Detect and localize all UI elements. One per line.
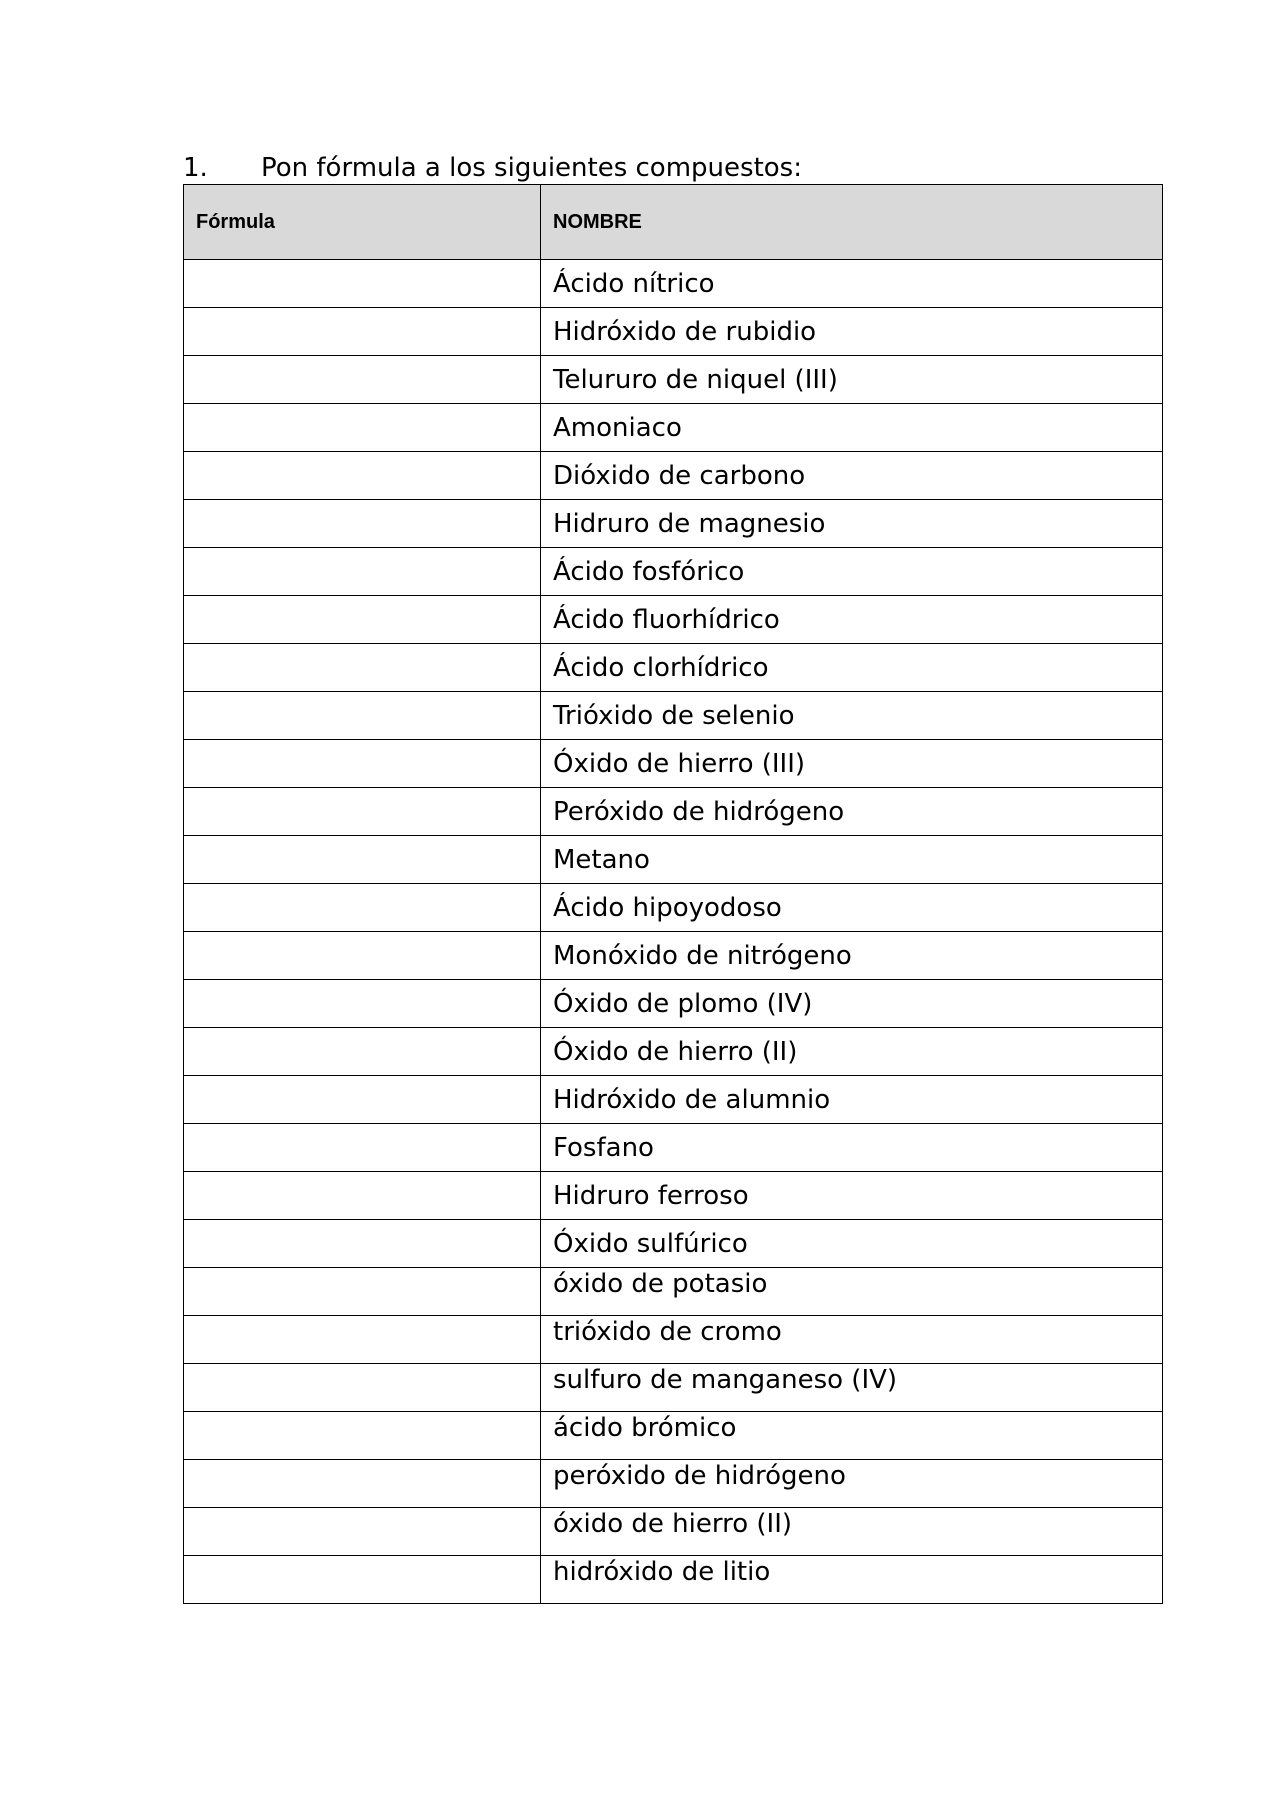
compound-name-cell: Fosfano xyxy=(541,1124,1163,1172)
formula-answer-cell[interactable] xyxy=(184,740,541,788)
formula-answer-cell[interactable] xyxy=(184,260,541,308)
compound-name-cell: ácido brómico xyxy=(541,1412,1163,1460)
formula-answer-cell[interactable] xyxy=(184,1508,541,1556)
formula-answer-cell[interactable] xyxy=(184,932,541,980)
compound-name-cell: Metano xyxy=(541,836,1163,884)
table-row xyxy=(184,1508,1163,1556)
compound-name-cell: Trióxido de selenio xyxy=(541,692,1163,740)
compound-name-cell: Monóxido de nitrógeno xyxy=(541,932,1163,980)
compound-name-cell: Ácido fluorhídrico xyxy=(541,596,1163,644)
exercise-number: 1. xyxy=(183,153,208,183)
formula-answer-cell[interactable] xyxy=(184,404,541,452)
compound-name-cell: Peróxido de hidrógeno xyxy=(541,788,1163,836)
exercise-instruction: Pon fórmula a los siguientes compuestos: xyxy=(261,153,802,183)
compound-name-cell: Dióxido de carbono xyxy=(541,452,1163,500)
compound-name-cell: Hidruro de magnesio xyxy=(541,500,1163,548)
table-row xyxy=(184,692,1163,740)
exercise-heading xyxy=(183,151,802,185)
table-row xyxy=(184,1028,1163,1076)
table-row xyxy=(184,980,1163,1028)
table-row xyxy=(184,1220,1163,1268)
formula-answer-cell[interactable] xyxy=(184,692,541,740)
table-row xyxy=(184,1556,1163,1604)
formula-answer-cell[interactable] xyxy=(184,1460,541,1508)
compounds-table xyxy=(183,184,1163,1604)
table-header-row xyxy=(184,185,1163,260)
formula-answer-cell[interactable] xyxy=(184,1172,541,1220)
formula-answer-cell[interactable] xyxy=(184,1556,541,1604)
table-row xyxy=(184,644,1163,692)
compound-name-cell: óxido de hierro (II) xyxy=(541,1508,1163,1556)
table-row xyxy=(184,1268,1163,1316)
table-row xyxy=(184,884,1163,932)
compound-name-cell: sulfuro de manganeso (IV) xyxy=(541,1364,1163,1412)
table-row xyxy=(184,836,1163,884)
formula-answer-cell[interactable] xyxy=(184,980,541,1028)
table-row xyxy=(184,1172,1163,1220)
compound-name-cell: Ácido fosfórico xyxy=(541,548,1163,596)
table-row xyxy=(184,404,1163,452)
table-row xyxy=(184,1460,1163,1508)
compound-name-cell: Óxido de hierro (II) xyxy=(541,1028,1163,1076)
table-row xyxy=(184,548,1163,596)
formula-answer-cell[interactable] xyxy=(184,596,541,644)
table-row xyxy=(184,1364,1163,1412)
compound-name-cell: hidróxido de litio xyxy=(541,1556,1163,1604)
formula-answer-cell[interactable] xyxy=(184,548,541,596)
formula-answer-cell[interactable] xyxy=(184,452,541,500)
compound-name-cell: Óxido de plomo (IV) xyxy=(541,980,1163,1028)
table-body xyxy=(184,260,1163,1604)
table-row xyxy=(184,1076,1163,1124)
table-row xyxy=(184,1124,1163,1172)
table-row xyxy=(184,740,1163,788)
formula-answer-cell[interactable] xyxy=(184,308,541,356)
compound-name-cell: Hidruro ferroso xyxy=(541,1172,1163,1220)
formula-answer-cell[interactable] xyxy=(184,356,541,404)
formula-answer-cell[interactable] xyxy=(184,1076,541,1124)
compound-name-cell: Hidróxido de rubidio xyxy=(541,308,1163,356)
formula-answer-cell[interactable] xyxy=(184,836,541,884)
formula-answer-cell[interactable] xyxy=(184,1364,541,1412)
name-column-header: NOMBRE xyxy=(541,185,1163,260)
formula-answer-cell[interactable] xyxy=(184,788,541,836)
table-row xyxy=(184,788,1163,836)
compound-name-cell: Óxido de hierro (III) xyxy=(541,740,1163,788)
compound-name-cell: trióxido de cromo xyxy=(541,1316,1163,1364)
table-row xyxy=(184,356,1163,404)
table-row xyxy=(184,1316,1163,1364)
compound-name-cell: Amoniaco xyxy=(541,404,1163,452)
compound-name-cell: Hidróxido de alumnio xyxy=(541,1076,1163,1124)
compound-name-cell: Ácido hipoyodoso xyxy=(541,884,1163,932)
table-row xyxy=(184,932,1163,980)
formula-answer-cell[interactable] xyxy=(184,500,541,548)
compound-name-cell: Ácido nítrico xyxy=(541,260,1163,308)
compound-name-cell: peróxido de hidrógeno xyxy=(541,1460,1163,1508)
formula-answer-cell[interactable] xyxy=(184,644,541,692)
table-row xyxy=(184,500,1163,548)
compound-name-cell: Óxido sulfúrico xyxy=(541,1220,1163,1268)
table-row xyxy=(184,452,1163,500)
formula-answer-cell[interactable] xyxy=(184,1412,541,1460)
table-row xyxy=(184,260,1163,308)
compound-name-cell: Ácido clorhídrico xyxy=(541,644,1163,692)
table-row xyxy=(184,596,1163,644)
table-row xyxy=(184,1412,1163,1460)
compound-name-cell: Telururo de niquel (III) xyxy=(541,356,1163,404)
formula-answer-cell[interactable] xyxy=(184,1028,541,1076)
formula-answer-cell[interactable] xyxy=(184,1316,541,1364)
compound-name-cell: óxido de potasio xyxy=(541,1268,1163,1316)
formula-column-header: Fórmula xyxy=(184,185,541,260)
formula-answer-cell[interactable] xyxy=(184,884,541,932)
formula-answer-cell[interactable] xyxy=(184,1220,541,1268)
formula-answer-cell[interactable] xyxy=(184,1124,541,1172)
table-row xyxy=(184,308,1163,356)
formula-answer-cell[interactable] xyxy=(184,1268,541,1316)
